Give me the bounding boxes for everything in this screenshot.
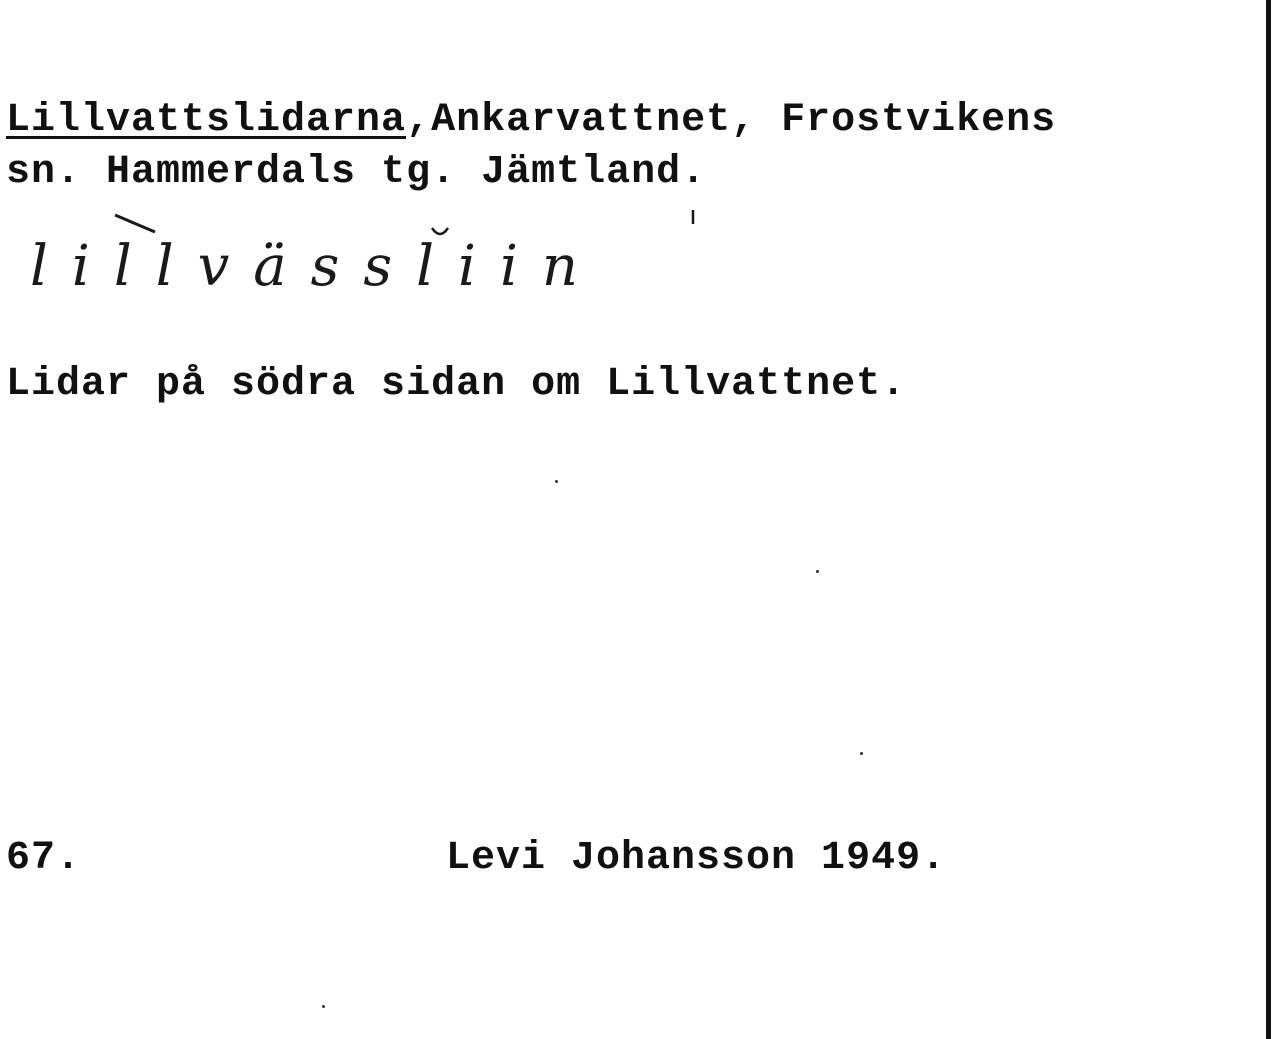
handwritten-pronunciation (10, 210, 870, 310)
location-line-2: sn. Hammerdals tg. Jämtland. (6, 150, 707, 195)
headword: Lillvattslidarna (6, 98, 407, 143)
pronunciation-text: lillvässliin (30, 234, 602, 299)
speck (816, 570, 819, 573)
speck (322, 1005, 325, 1008)
recorder-signature: Levi Johansson 1949. (446, 836, 947, 881)
speck (860, 752, 863, 755)
place-name-line (6, 98, 1056, 143)
card-number: 67. (6, 836, 82, 881)
description: Lidar på södra sidan om Lillvattnet. (6, 362, 907, 407)
speck (555, 480, 558, 483)
card-right-edge (1266, 0, 1271, 1039)
accent-mark (115, 215, 155, 232)
location-text: ,Ankarvattnet, Frostvikens (406, 98, 1057, 143)
